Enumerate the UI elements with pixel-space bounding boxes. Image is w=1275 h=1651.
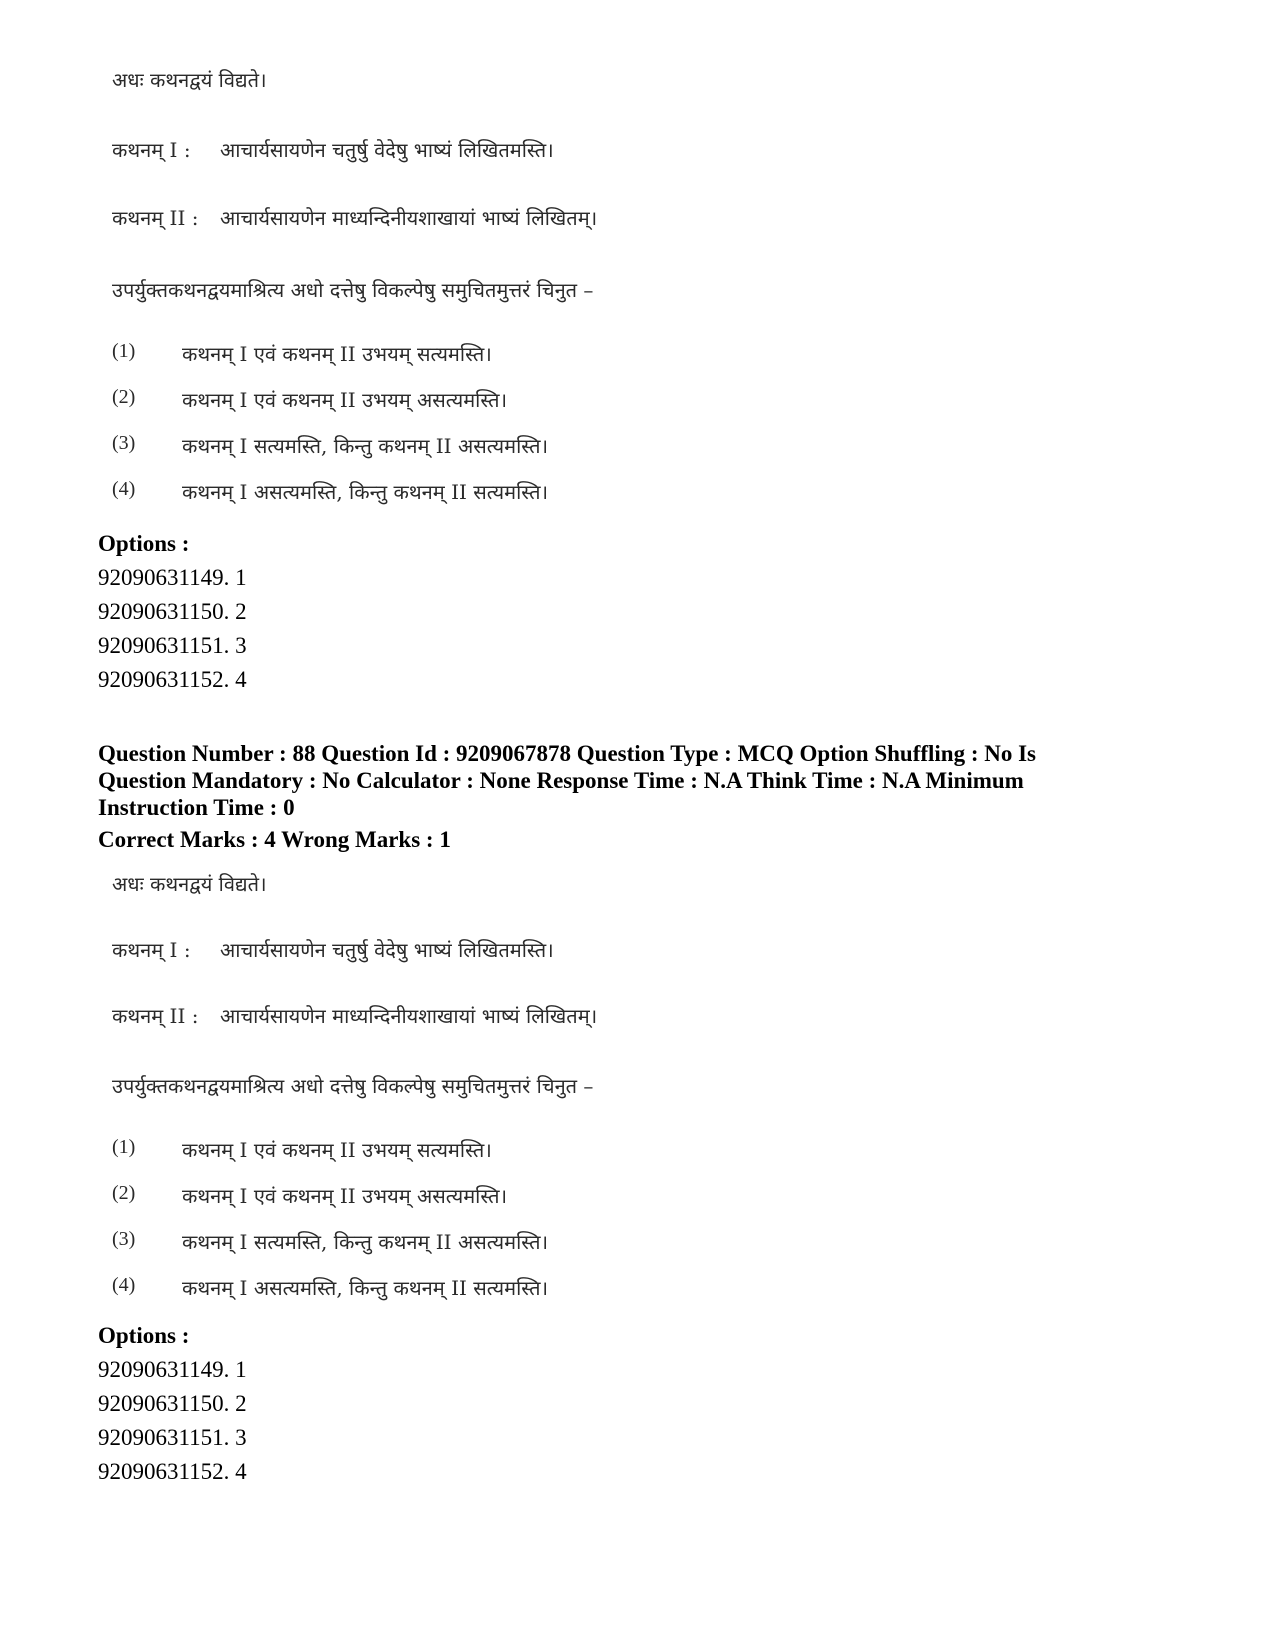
option-item: 92090631152. 4 xyxy=(98,1459,247,1484)
choice-number: (4) xyxy=(112,1274,136,1296)
question-prompt: उपर्युक्तकथनद्वयमाश्रित्य अधो दत्तेषु विकल्पेषु समुचितमुत्तरं चिनुत – xyxy=(112,278,594,302)
choice-number: (4) xyxy=(112,478,136,500)
statement-2-label: कथनम् II : xyxy=(112,1004,199,1028)
question-intro: अधः कथनद्वयं विद्यते। xyxy=(112,872,267,896)
option-item: 92090631150. 2 xyxy=(98,1391,247,1416)
choice-text: कथनम् I एवं कथनम् II उभयम् सत्यमस्ति। xyxy=(182,342,492,366)
statement-1-label: कथनम् I : xyxy=(112,938,191,962)
options-label: Options : xyxy=(98,1323,190,1348)
choice-text: कथनम् I सत्यमस्ति, किन्तु कथनम् II असत्यमस्ति। xyxy=(182,1230,549,1254)
choice-text: कथनम् I एवं कथनम् II उभयम् सत्यमस्ति। xyxy=(182,1138,492,1162)
question-prompt: उपर्युक्तकथनद्वयमाश्रित्य अधो दत्तेषु विकल्पेषु समुचितमुत्तरं चिनुत – xyxy=(112,1074,594,1098)
choice-number: (1) xyxy=(112,1136,136,1158)
statement-1-text: आचार्यसायणेन चतुर्षु वेदेषु भाष्यं लिखितमस्ति। xyxy=(220,138,554,162)
option-item: 92090631149. 1 xyxy=(98,1357,247,1382)
choice-number: (2) xyxy=(112,1182,136,1204)
choice-number: (3) xyxy=(112,1228,136,1250)
question-marks: Correct Marks : 4 Wrong Marks : 1 xyxy=(98,827,451,852)
option-item: 92090631151. 3 xyxy=(98,1425,247,1450)
choice-text: कथनम् I सत्यमस्ति, किन्तु कथनम् II असत्यमस्ति। xyxy=(182,434,549,458)
choice-number: (3) xyxy=(112,432,136,454)
option-item: 92090631151. 3 xyxy=(98,633,247,658)
options-label: Options : xyxy=(98,531,190,556)
statement-1-label: कथनम् I : xyxy=(112,138,191,162)
question-header-line-1: Question Number : 88 Question Id : 9209067878 Question Type : MCQ Option Shuffling : No Is xyxy=(98,741,1037,766)
question-intro: अधः कथनद्वयं विद्यते। xyxy=(112,68,267,92)
choice-number: (2) xyxy=(112,386,136,408)
question-header-line-3: Instruction Time : 0 xyxy=(98,795,295,820)
statement-2-text: आचार्यसायणेन माध्यन्दिनीयशाखायां भाष्यं लिखितम्। xyxy=(220,1004,598,1028)
option-item: 92090631149. 1 xyxy=(98,565,247,590)
statement-1-text: आचार्यसायणेन चतुर्षु वेदेषु भाष्यं लिखितमस्ति। xyxy=(220,938,554,962)
choice-text: कथनम् I एवं कथनम् II उभयम् असत्यमस्ति। xyxy=(182,388,508,412)
statement-2-text: आचार्यसायणेन माध्यन्दिनीयशाखायां भाष्यं लिखितम्। xyxy=(220,206,598,230)
option-item: 92090631152. 4 xyxy=(98,667,247,692)
choice-text: कथनम् I एवं कथनम् II उभयम् असत्यमस्ति। xyxy=(182,1184,508,1208)
choice-text: कथनम् I असत्यमस्ति, किन्तु कथनम् II सत्यमस्ति। xyxy=(182,480,549,504)
choice-text: कथनम् I असत्यमस्ति, किन्तु कथनम् II सत्यमस्ति। xyxy=(182,1276,549,1300)
statement-2-label: कथनम् II : xyxy=(112,206,199,230)
choice-number: (1) xyxy=(112,340,136,362)
question-header-line-2: Question Mandatory : No Calculator : None Response Time : N.A Think Time : N.A Minimum xyxy=(98,768,1024,793)
option-item: 92090631150. 2 xyxy=(98,599,247,624)
